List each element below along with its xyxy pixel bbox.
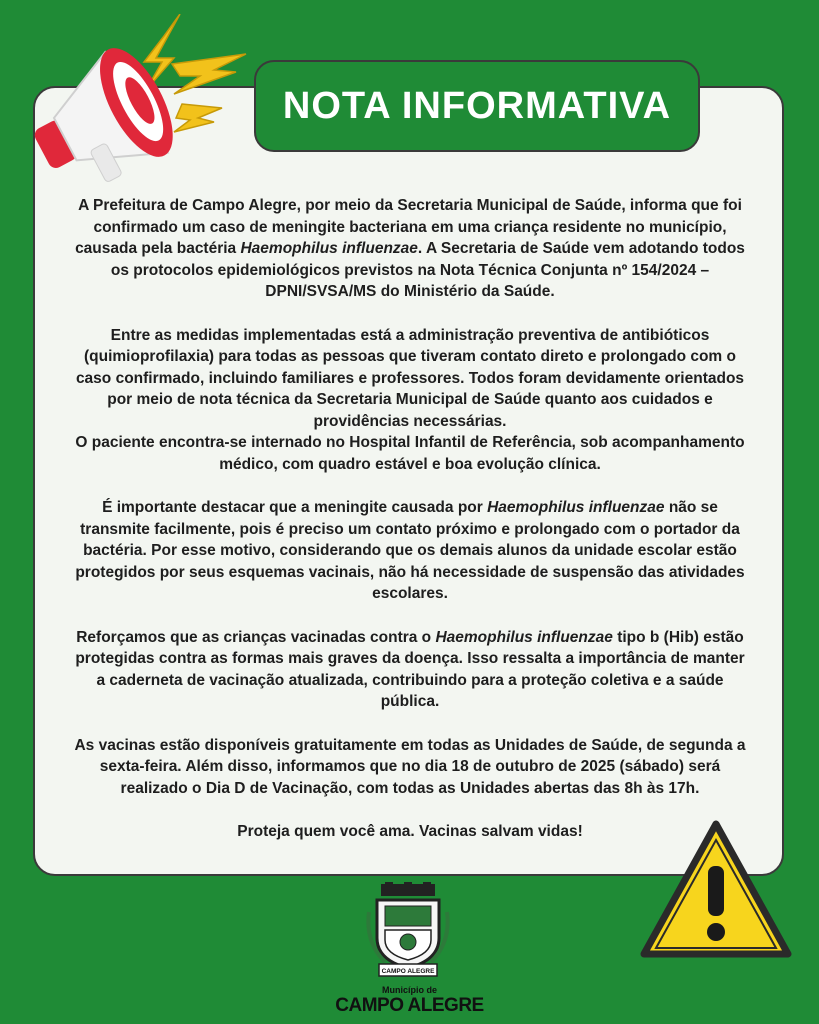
paragraph-1: A Prefeitura de Campo Alegre, por meio da Secretaria Municipal de Saúde, informa que foi confirmado um caso de meningite bacteriana em uma criança residente no município, causada pela bactéria Haemophilus influenzae. A Secretaria de Saúde vem adotando todos os protocolos epidemiológicos previstos na Nota Técnica Conjunta nº 154/2024 – DPNI/SVSA/MS do Ministério da Saúde. (75, 197, 745, 300)
municipality-name: CAMPO ALEGRE (335, 995, 484, 1016)
crest-icon (365, 882, 451, 978)
paragraph-3: É importante destacar que a meningite causada por Haemophilus influenzae não se transmite facilmente, pois é preciso um contato próximo e prolongado com o portador da bactéria. Por esse motivo, considerando que os demais alunos da unidade escolar estão protegidos por seus esquemas vacinais, não há necessidade de suspensão das atividades escolares. (75, 499, 745, 602)
municipality-label: Município de (382, 985, 437, 995)
crest-banner-text: CAMPO ALEGRE (381, 968, 435, 975)
warning-icon (638, 818, 794, 964)
megaphone-icon (14, 14, 254, 194)
paragraph-2: Entre as medidas implementadas está a administração preventiva de antibióticos (quimioprofilaxia) para todas as pessoas que tiveram contato direto e prolongado com o caso confirmado, incluindo familiares e professores. Todos foram devidamente orientados por meio de nota técnica da Secretaria Municipal de Saúde quanto aos cuidados e providências necessárias. O paciente encontra-se internado no Hospital Infantil de Referência, sob acompanhamento médico, com quadro estável e boa evolução clínica. (75, 326, 745, 473)
paragraph-6: Proteja quem você ama. Vacinas salvam vidas! (237, 823, 583, 840)
title-banner (254, 60, 700, 152)
notice-body (70, 195, 750, 865)
paragraph-4: Reforçamos que as crianças vacinadas contra o Haemophilus influenzae tipo b (Hib) estão protegidas contra as formas mais graves da doença. Isso ressalta a importância de manter a caderneta de vacinação atualizada, contribuindo para a proteção coletiva e a saúde pública. (75, 628, 745, 710)
page-title: NOTA INFORMATIVA (282, 84, 672, 127)
paragraph-5: As vacinas estão disponíveis gratuitamente em todas as Unidades de Saúde, de segunda a sexta-feira. Além disso, informamos que no dia 18 de outubro de 2025 (sábado) será realizado o Dia D de Vacinação, com todas as Unidades abertas das 8h às 17h. (74, 736, 746, 797)
